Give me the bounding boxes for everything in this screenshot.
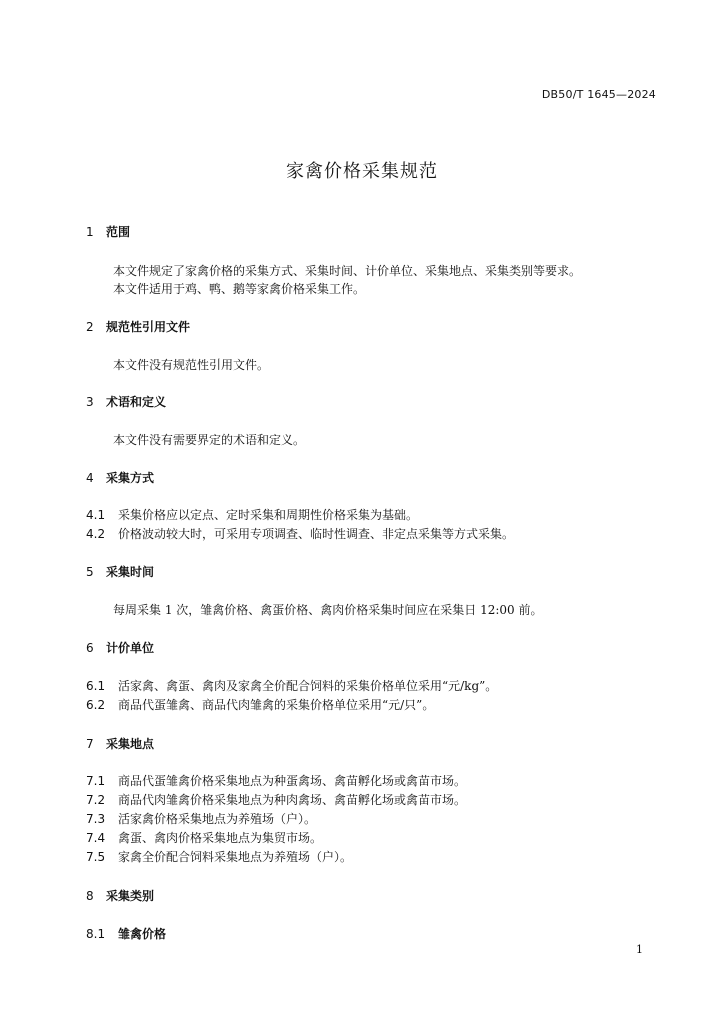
section-title: 采集时间 — [106, 565, 155, 579]
section-title: 采集方式 — [106, 471, 155, 485]
paragraph: 每周采集 1 次，雏禽价格、禽蛋价格、禽肉价格采集时间应在采集日 12:00 前。 — [113, 603, 543, 617]
clause-item — [86, 677, 497, 694]
section-title: 范围 — [106, 225, 131, 239]
clause-text: 商品代蛋雏禽、商品代肉雏禽的采集价格单位采用“元/只”。 — [118, 698, 435, 712]
section-title: 采集类别 — [106, 889, 155, 903]
section-heading-1 — [86, 223, 130, 240]
clause-item — [86, 791, 466, 808]
section-number: 1 — [86, 225, 94, 239]
clause-number: 6.2 — [86, 698, 106, 712]
section-number: 6 — [86, 641, 94, 655]
subsection-title: 雏禽价格 — [118, 927, 167, 941]
standard-code: DB50/T 1645—2024 — [541, 88, 656, 101]
paragraph: 本文件规定了家禽价格的采集方式、采集时间、计价单位、采集地点、采集类别等要求。 — [113, 264, 582, 278]
section-title: 术语和定义 — [106, 395, 167, 409]
clause-text: 禽蛋、禽肉价格采集地点为集贸市场。 — [118, 831, 323, 845]
clause-text: 商品代肉雏禽价格采集地点为种肉禽场、禽苗孵化场或禽苗市场。 — [118, 793, 467, 807]
clause-text: 活家禽、禽蛋、禽肉及家禽全价配合饲料的采集价格单位采用“元/kg”。 — [118, 679, 498, 693]
section-number: 3 — [86, 395, 94, 409]
section-heading-8 — [86, 887, 154, 904]
section-heading-2 — [86, 318, 190, 335]
section-title: 采集地点 — [106, 737, 155, 751]
section-number: 2 — [86, 320, 94, 334]
section-number: 4 — [86, 471, 94, 485]
section-title: 计价单位 — [106, 641, 155, 655]
clause-text: 价格波动较大时，可采用专项调查、临时性调查、非定点采集等方式采集。 — [118, 527, 515, 541]
section-number: 8 — [86, 889, 94, 903]
clause-number: 6.1 — [86, 679, 106, 693]
paragraph: 本文件没有规范性引用文件。 — [113, 358, 270, 372]
section-number: 5 — [86, 565, 94, 579]
document-title: 家禽价格采集规范 — [286, 161, 438, 182]
clause-item — [86, 525, 514, 542]
clause-number: 7.4 — [86, 831, 106, 845]
clause-item — [86, 810, 316, 827]
section-number: 7 — [86, 737, 94, 751]
clause-number: 7.3 — [86, 812, 106, 826]
clause-number: 7.5 — [86, 850, 106, 864]
clause-number: 4.2 — [86, 527, 106, 541]
clause-item — [86, 848, 352, 865]
clause-text: 采集价格应以定点、定时采集和周期性价格采集为基础。 — [118, 508, 419, 522]
paragraph: 本文件适用于鸡、鸭、鹅等家禽价格采集工作。 — [113, 282, 366, 296]
paragraph: 本文件没有需要界定的术语和定义。 — [113, 433, 306, 447]
page-number: 1 — [636, 943, 643, 956]
clause-number: 4.1 — [86, 508, 106, 522]
clause-item — [86, 829, 322, 846]
clause-item — [86, 696, 434, 713]
section-heading-4 — [86, 469, 154, 486]
clause-number: 7.2 — [86, 793, 106, 807]
clause-item — [86, 506, 418, 523]
section-heading-7 — [86, 735, 154, 752]
section-heading-5 — [86, 563, 154, 580]
subsection-number: 8.1 — [86, 927, 106, 941]
section-heading-6 — [86, 639, 154, 656]
section-title: 规范性引用文件 — [106, 320, 191, 334]
clause-text: 家禽全价配合饲料采集地点为养殖场（户）。 — [118, 850, 353, 864]
clause-text: 商品代蛋雏禽价格采集地点为种蛋禽场、禽苗孵化场或禽苗市场。 — [118, 774, 467, 788]
clause-text: 活家禽价格采集地点为养殖场（户）。 — [118, 812, 317, 826]
section-heading-3 — [86, 393, 166, 410]
clause-item — [86, 772, 466, 789]
subsection-heading-8-1 — [86, 925, 166, 942]
clause-number: 7.1 — [86, 774, 106, 788]
